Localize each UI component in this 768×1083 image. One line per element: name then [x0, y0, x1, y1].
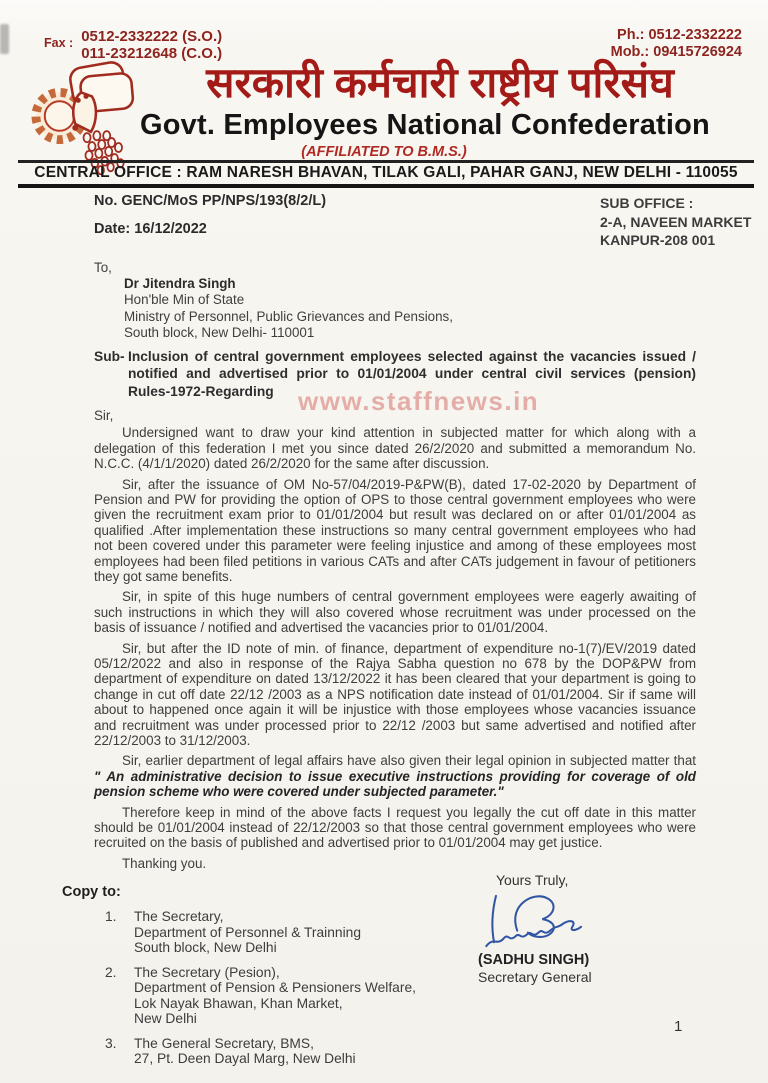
- body-paragraph: Sir, in spite of this huge numbers of central government employees were eagerly awaiting of such instructions in which they will also covered whose recruitment was under processed on the basis of issuance / notified and advertised the vacancies prior to 01/01/2004.: [94, 589, 696, 636]
- salutation: Sir,: [94, 407, 114, 423]
- org-name-english: Govt. Employees National Confederation: [140, 109, 710, 141]
- legal-intro: Sir, earlier department of legal affairs have also given their legal opinion in subjected matter that: [122, 753, 696, 769]
- thanking-line: Thanking you.: [122, 855, 207, 871]
- copy-to-item-number: 2.: [105, 964, 117, 980]
- scan-artifact: [0, 24, 9, 54]
- legal-opinion-paragraph: [94, 753, 696, 799]
- copy-to-item: [62, 965, 416, 1027]
- sub-office-address-line: 2-A, NAVEEN MARKET: [600, 213, 752, 230]
- subject-text: Inclusion of central government employees selected against the vacancies issued / notified and advertised prior to 01/01/2004 under central civil services (pension) Rules-1972-Regarding: [128, 349, 696, 399]
- copy-to-item-number: 3.: [105, 1035, 117, 1051]
- copy-to-line: The General Secretary, BMS,: [134, 1035, 314, 1051]
- copy-to-section: [62, 884, 416, 1067]
- recipient-address-line: Hon'ble Min of State: [124, 292, 245, 308]
- subject-label: Sub-: [94, 349, 125, 365]
- letter-date: Date: 16/12/2022: [94, 221, 207, 238]
- fax-number-so: 0512-2332222 (S.O.): [81, 28, 223, 45]
- reference-row: [94, 193, 752, 252]
- copy-to-item: [62, 909, 416, 956]
- mobile-number: Mob.: 09415726924: [610, 44, 742, 60]
- sub-office-block: [600, 194, 762, 250]
- phone-block: [611, 27, 742, 61]
- legal-quote: " An administrative decision to issue executive instructions providing for coverage of old pension scheme who were covered under subjected parameter.": [94, 768, 696, 800]
- handwritten-signature-icon: [478, 892, 628, 950]
- copy-to-line: Department of Personnel & Trainning: [134, 924, 362, 940]
- copy-to-line: The Secretary,: [134, 909, 224, 924]
- body-paragraph: Sir, but after the ID note of min. of finance, department of expenditure no-1(7)/EV/2019 dated 05/12/2022 and also in response of the Rajya Sabha question no 678 by the DOP&PW from department of expenditure on dated 13/12/2022 it has been cleared that your department is going to change in cut off date 22/12 /2003 as a NPS notification date instead of 01/01/2004. Sir if same will about to happened once again it will be injustice with those employees whose vacancies issuance and recruitment was under processed prior to 22/12 /2003 but same advertised and notified after 22/12/2003 to 31/12/2003.: [94, 640, 696, 749]
- copy-to-item-lines: [134, 965, 416, 1027]
- closing-paragraph: Therefore keep in mind of the above facts I request you legally the cut off date in this matter should be 01/01/2004 instead of 22/12/2003 so that those central government employees who were recruited on the basis of published and advertised prior to 01/01/2004 may get justice.: [94, 804, 696, 851]
- to-salutation: To,: [94, 260, 112, 275]
- body-paragraph: Sir, after the issuance of OM No-57/04/2019-P&PW(B), dated 17-02-2020 by Department of Pension and PW for providing the option of OPS to those central government employees who were given the recruitment exam prior to 01/01/2004 but result was declared on or after 01/01/2004 as qualified .After implementation these instructions so many central government employees who had not been covered under this parameter were feeling injustice and among of these employees most employees had been filed petitions in various CATs and after CATs judgement in favour of petitioners they got same benefits.: [94, 476, 696, 584]
- copy-to-item: [62, 1036, 416, 1067]
- fax-label: Fax :: [44, 36, 74, 50]
- recipient-address: [124, 276, 696, 341]
- body-paragraph: Undersigned want to draw your kind attention in subjected matter for which along with a delegation of this federation I met you since dated 26/2/2020 and submitted a memorandum No. N.C.C. (4/1/1/2020) dated 26/2/2020 for the same after discussion.: [94, 425, 696, 472]
- copy-to-line: Department of Pension & Pensioners Welfare,: [134, 980, 416, 995]
- copy-to-item-lines: [134, 1036, 356, 1067]
- copy-to-line: 27, Pt. Deen Dayal Marg, New Delhi: [134, 1051, 356, 1066]
- copy-to-line: South block, New Delhi: [134, 940, 277, 955]
- recipient-address-line: South block, New Delhi- 110001: [124, 324, 315, 340]
- copy-to-item-lines: [134, 909, 361, 956]
- central-office-band: CENTRAL OFFICE : RAM NARESH BHAVAN, TILAK GALI, PAHAR GANJ, NEW DELHI - 110055: [18, 160, 754, 188]
- letter-content: [94, 186, 752, 871]
- signatory-title: Secretary General: [478, 969, 592, 985]
- org-name-hindi: सरकारी कर्मचारी राष्ट्रीय परिसंघ: [206, 59, 674, 106]
- page-number: 1: [674, 1018, 683, 1035]
- copy-to-label: Copy to:: [62, 884, 121, 900]
- valediction: Yours Truly,: [496, 872, 569, 888]
- subject-line: [94, 348, 696, 400]
- sub-office-address-line: KANPUR-208 001: [600, 232, 716, 248]
- recipient-name: Dr Jitendra Singh: [124, 276, 236, 292]
- signatory-name: (SADHU SINGH): [478, 952, 590, 968]
- copy-to-line: New Delhi: [134, 1011, 197, 1026]
- copy-to-line: The Secretary (Pesion),: [134, 964, 280, 980]
- site-watermark: www.staffnews.in: [298, 386, 540, 416]
- sub-office-label: SUB OFFICE :: [600, 195, 694, 211]
- fax-number-co: 011-23212648 (C.O.): [81, 44, 223, 62]
- phone-number: Ph.: 0512-2332222: [617, 27, 742, 43]
- recipient-block: [94, 260, 696, 341]
- recipient-address-line: Ministry of Personnel, Public Grievances and Pensions,: [124, 308, 453, 324]
- affiliation-line: (AFFILIATED TO B.M.S.): [301, 144, 467, 160]
- reference-number: No. GENC/MoS PP/NPS/193(8/2/L): [94, 193, 327, 209]
- signature-block: [478, 872, 688, 985]
- copy-to-line: Lok Nayak Bhawan, Khan Market,: [134, 995, 343, 1011]
- copy-to-item-number: 1.: [105, 909, 117, 924]
